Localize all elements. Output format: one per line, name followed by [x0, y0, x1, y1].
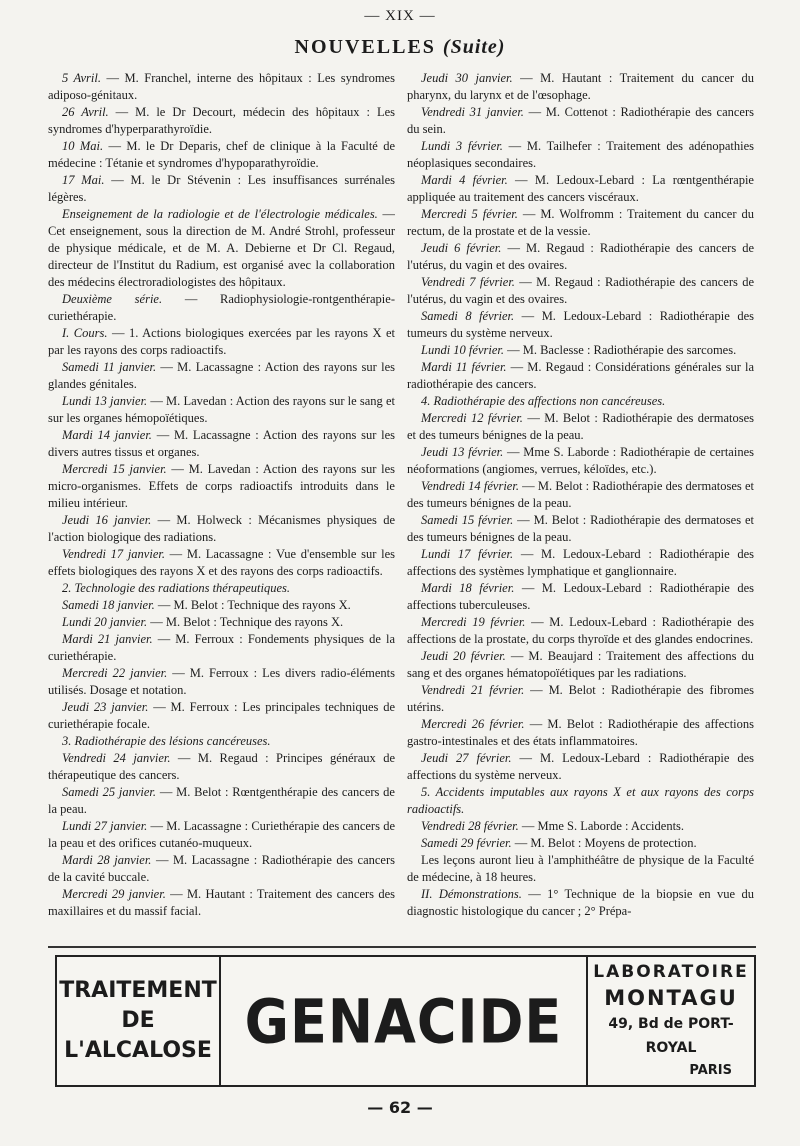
paragraph-lead: 5. Accidents imputables aux rayons X et aux rayons des corps radioactifs. [407, 785, 754, 816]
paragraph [407, 240, 754, 274]
paragraph-text: — M. Belot : Radiothérapie des dermatoses et des tumeurs bénignes de la peau. [407, 479, 754, 510]
title-main: NOUVELLES [294, 36, 436, 58]
paragraph [48, 631, 395, 665]
paragraph-text: — M. Lavedan : Action des rayons sur les micro-organismes. Effets de corps radioactifs introduits dans le milieu intérieur. [48, 462, 395, 510]
paragraph [48, 750, 395, 784]
paragraph-lead: Vendredi 28 février. [421, 819, 519, 833]
paragraph [48, 699, 395, 733]
paragraph-text: — 1° Technique de la biopsie en vue du diagnostic histologique du cancer ; 2° Prépa- [407, 887, 754, 918]
paragraph [48, 427, 395, 461]
paragraph-text: — M. le Dr Stévenin : Les insuffisances surrénales légères. [48, 173, 395, 204]
paragraph [48, 461, 395, 512]
paragraph [48, 138, 395, 172]
ad-left-line-1: TRAITEMENT [59, 978, 217, 1003]
paragraph [48, 546, 395, 580]
paragraph-lead: Vendredi 17 janvier. [62, 547, 165, 561]
ad-lab-city: PARIS [689, 1063, 732, 1078]
paragraph [48, 818, 395, 852]
paragraph [407, 512, 754, 546]
paragraph [407, 359, 754, 393]
paragraph [407, 274, 754, 308]
paragraph-text: — M. Belot : Radiothérapie des fibromes utérins. [407, 683, 754, 714]
paragraph [48, 291, 395, 325]
paragraph-text: — M. Belot : Radiothérapie des dermatoses et des tumeurs bénignes de la peau. [407, 411, 754, 442]
paragraph-text: — M. Baclesse : Radiothérapie des sarcomes. [503, 343, 737, 357]
paragraph-lead: Mercredi 12 février. [421, 411, 523, 425]
paragraph [48, 614, 395, 631]
paragraph-lead: Vendredi 21 février. [421, 683, 525, 697]
paragraph [407, 580, 754, 614]
paragraph [48, 852, 395, 886]
paragraph-text: — M. Ledoux-Lebard : La rœntgenthérapie appliquée au traitement des cancers viscéraux. [407, 173, 754, 204]
ad-left-line-2: DE [121, 1008, 155, 1033]
paragraph-text: — M. Ledoux-Lebard : Radiothérapie des tumeurs du système nerveux. [407, 309, 754, 340]
paragraph-text: — M. Regaud : Principes généraux de thérapeutique des cancers. [48, 751, 395, 782]
paragraph [407, 206, 754, 240]
advertisement [55, 955, 756, 1087]
paragraph-lead: Jeudi 13 février. [421, 445, 504, 459]
paragraph-text: — M. Belot : Technique des rayons X. [154, 598, 351, 612]
paragraph [48, 393, 395, 427]
paragraph-text: — M. Beaujard : Traitement des affections du sang et des organes hématopoïétiques par les radiations. [407, 649, 754, 680]
paragraph-lead: Mardi 4 février. [421, 173, 508, 187]
paragraph-lead: 2. Technologie des radiations thérapeutiques. [62, 581, 290, 595]
paragraph [407, 70, 754, 104]
paragraph-text: — Radiophysiologie-rontgenthérapie-curiethérapie. [48, 292, 395, 323]
roman-page-number: — XIX — [364, 8, 436, 24]
paragraph-text: — Mme S. Laborde : Radiothérapie de certaines néoformations (angiomes, verrues, kéloïdes, etc.). [407, 445, 754, 476]
page-number: — 62 — [367, 1098, 433, 1117]
paragraph [407, 138, 754, 172]
paragraph-text: — M. Cottenot : Radiothérapie des cancers du sein. [407, 105, 754, 136]
paragraph [407, 308, 754, 342]
paragraph-text: — M. Ledoux-Lebard : Radiothérapie des affections tuberculeuses. [407, 581, 754, 612]
paragraph-lead: Samedi 11 janvier. [62, 360, 157, 374]
paragraph [407, 614, 754, 648]
paragraph-lead: I. Cours. [62, 326, 108, 340]
paragraph-text: — M. Ledoux-Lebard : Radiothérapie des affections des systèmes lymphatique et ganglionnaire. [407, 547, 754, 578]
paragraph-text: — M. le Dr Deparis, chef de clinique à la Faculté de médecine : Tétanie et syndromes d'hypoparathyroïdie. [48, 139, 395, 170]
paragraph-text: — M. Belot : Radiothérapie des affections gastro-intestinales et des états inflammatoires. [407, 717, 754, 748]
paragraph-lead: Mardi 28 janvier. [62, 853, 152, 867]
paragraph-lead: Mardi 11 février. [421, 360, 507, 374]
paragraph-text: — M. Lacassagne : Action des rayons sur les glandes génitales. [48, 360, 395, 391]
paragraph-text: — 1. Actions biologiques exercées par les rayons X et par les rayons des corps radioactifs. [48, 326, 395, 357]
paragraph [48, 104, 395, 138]
paragraph [407, 104, 754, 138]
paragraph-lead: Vendredi 7 février. [421, 275, 515, 289]
paragraph [407, 342, 754, 359]
paragraph [407, 410, 754, 444]
page-title [0, 36, 800, 59]
paragraph [407, 648, 754, 682]
paragraph-text: — M. Hautant : Traitement des cancers des maxillaires et du massif facial. [48, 887, 395, 918]
paragraph-text: — M. Regaud : Radiothérapie des cancers de l'utérus, du vagin et des ovaires. [407, 241, 754, 272]
paragraph-text: — Cet enseignement, sous la direction de M. André Strohl, professeur de physique médicale, et de M. A. Debierne et Dr Cl. Regaud, directeur de l'Institut du Radium, est organisé avec la collaboration des médecins électroradiologistes des hôpitaux. [48, 207, 395, 289]
paragraph-lead: Mardi 21 janvier. [62, 632, 153, 646]
paragraph [407, 784, 754, 818]
ad-lab-line-1: LABORATOIRE [593, 962, 749, 982]
paragraph-lead: Lundi 13 janvier. [62, 394, 148, 408]
paragraph-lead: Vendredi 24 janvier. [62, 751, 171, 765]
paragraph-text: — M. Belot : Radiothérapie des dermatoses et des tumeurs bénignes de la peau. [407, 513, 754, 544]
ad-lab-address: 49, Bd de PORT-ROYAL [608, 1016, 734, 1056]
paragraph-text: — M. Regaud : Radiothérapie des cancers de l'utérus, du vagin et des ovaires. [407, 275, 754, 306]
paragraph-lead: 5 Avril. [62, 71, 101, 85]
paragraph-text: — M. Lacassagne : Action des rayons sur les divers autres tissus et organes. [48, 428, 395, 459]
paragraph-lead: Vendredi 31 janvier. [421, 105, 524, 119]
paragraph [48, 886, 395, 920]
paragraph-lead: 4. Radiothérapie des affections non cancéreuses. [421, 394, 666, 408]
title-suite: (Suite) [442, 36, 506, 58]
paragraph [48, 733, 395, 750]
paragraph-lead: Lundi 10 février. [421, 343, 504, 357]
paragraph-text: — M. Ferroux : Les principales techniques de curiethérapie focale. [48, 700, 395, 731]
paragraph-text: — M. Lacassagne : Radiothérapie des cancers de la cavité buccale. [48, 853, 395, 884]
paragraph-lead: 17 Mai. [62, 173, 105, 187]
paragraph-lead: Jeudi 16 janvier. [62, 513, 152, 527]
paragraph [407, 682, 754, 716]
ad-right-panel [586, 957, 754, 1085]
paragraph [407, 716, 754, 750]
paragraph [407, 818, 754, 835]
paragraph-text: — M. Lacassagne : Curiethérapie des cancers de la peau et des orifices cutanéo-muqueux. [48, 819, 395, 850]
paragraph-lead: Mercredi 19 février. [421, 615, 526, 629]
ad-brand: GENACIDE [244, 985, 563, 1057]
paragraph [407, 886, 754, 920]
paragraph-text: — M. le Dr Decourt, médecin des hôpitaux : Les syndromes d'hyperparathyroïdie. [48, 105, 395, 136]
paragraph-lead: Lundi 20 janvier. [62, 615, 148, 629]
paragraph [407, 478, 754, 512]
paragraph-lead: Vendredi 14 février. [421, 479, 519, 493]
paragraph-text: — M. Ferroux : Fondements physiques de la curiethérapie. [48, 632, 395, 663]
paragraph-text: — M. Hautant : Traitement du cancer du pharynx, du larynx et de l'œsophage. [407, 71, 754, 102]
paragraph-lead: Enseignement de la radiologie et de l'électrologie médicales. [62, 207, 378, 221]
paragraph-lead: Samedi 25 janvier. [62, 785, 157, 799]
paragraph-text: — M. Franchel, interne des hôpitaux : Les syndromes adiposo-génitaux. [48, 71, 395, 102]
paragraph-text: — M. Wolfromm : Traitement du cancer du rectum, de la prostate et de la vessie. [407, 207, 754, 238]
paragraph-text: — M. Holweck : Mécanismes physiques de l'action biologique des radiations. [48, 513, 395, 544]
paragraph-text: — M. Belot : Moyens de protection. [511, 836, 697, 850]
paragraph [48, 325, 395, 359]
paragraph [48, 665, 395, 699]
ad-left-line-3: L'ALCALOSE [64, 1038, 212, 1063]
paragraph [407, 835, 754, 852]
paragraph-lead: Mardi 14 janvier. [62, 428, 152, 442]
paragraph [407, 172, 754, 206]
paragraph [407, 444, 754, 478]
paragraph-lead: Mercredi 26 février. [421, 717, 525, 731]
paragraph-text: — Mme S. Laborde : Accidents. [518, 819, 685, 833]
paragraph-lead: Samedi 29 février. [421, 836, 512, 850]
paragraph-lead: Mercredi 15 janvier. [62, 462, 167, 476]
paragraph-lead: 10 Mai. [62, 139, 104, 153]
right-column [407, 70, 754, 940]
paragraph-text: — M. Lacassagne : Vue d'ensemble sur les effets biologiques des rayons X et des rayons des corps radioactifs. [48, 547, 395, 578]
paragraph-text: — M. Ledoux-Lebard : Radiothérapie des affections de la prostate, du corps thyroïde et des glandes endocrines. [407, 615, 754, 646]
paragraph-lead: 26 Avril. [62, 105, 109, 119]
left-column [48, 70, 395, 940]
paragraph-lead: Mercredi 29 janvier. [62, 887, 166, 901]
ad-lab-line-2: MONTAGU [604, 986, 738, 1010]
paragraph-lead: Jeudi 23 janvier. [62, 700, 149, 714]
paragraph [407, 546, 754, 580]
ad-left-panel [57, 957, 221, 1085]
paragraph-lead: Jeudi 6 février. [421, 241, 502, 255]
paragraph-lead: Mercredi 5 février. [421, 207, 518, 221]
paragraph-lead: Samedi 15 février. [421, 513, 514, 527]
paragraph [48, 70, 395, 104]
paragraph-lead: Lundi 3 février. [421, 139, 503, 153]
paragraph-lead: Lundi 17 février. [421, 547, 514, 561]
paragraph [407, 750, 754, 784]
paragraph-text: — M. Tailhefer : Traitement des adénopathies néoplasiques secondaires. [407, 139, 754, 170]
paragraph-lead: Deuxième série. [62, 292, 163, 306]
paragraph [48, 172, 395, 206]
paragraph-text: — M. Belot : Rœntgenthérapie des cancers de la peau. [48, 785, 395, 816]
paragraph-text: — M. Lavedan : Action des rayons sur le sang et sur les organes hémopoïétiques. [48, 394, 395, 425]
paragraph-lead: II. Démonstrations. [421, 887, 522, 901]
paragraph-text: — M. Regaud : Considérations générales sur la radiothérapie des cancers. [407, 360, 754, 391]
paragraph [48, 206, 395, 291]
paragraph [407, 393, 754, 410]
paragraph-lead: Mardi 18 février. [421, 581, 515, 595]
paragraph-text: — M. Ledoux-Lebard : Radiothérapie des affections du système nerveux. [407, 751, 754, 782]
paragraph-lead: Jeudi 30 janvier. [421, 71, 513, 85]
paragraph [48, 784, 395, 818]
paragraph-text: — M. Ferroux : Les divers radio-éléments utilisés. Dosage et notation. [48, 666, 395, 697]
paragraph-lead: Jeudi 20 février. [421, 649, 506, 663]
paragraph-lead: Samedi 18 janvier. [62, 598, 155, 612]
paragraph [48, 597, 395, 614]
paragraph-text: Les leçons auront lieu à l'amphithéâtre de physique de la Faculté de médecine, à 18 heures. [407, 853, 754, 884]
section-divider [48, 946, 756, 948]
paragraph-lead: Jeudi 27 février. [421, 751, 512, 765]
paragraph-lead: 3. Radiothérapie des lésions cancéreuses. [62, 734, 271, 748]
paragraph [407, 852, 754, 886]
paragraph [48, 512, 395, 546]
paragraph [48, 580, 395, 597]
paragraph-text: — M. Belot : Technique des rayons X. [147, 615, 344, 629]
paragraph-lead: Mercredi 22 janvier. [62, 666, 168, 680]
paragraph [48, 359, 395, 393]
paragraph-lead: Lundi 27 janvier. [62, 819, 148, 833]
paragraph-lead: Samedi 8 février. [421, 309, 515, 323]
